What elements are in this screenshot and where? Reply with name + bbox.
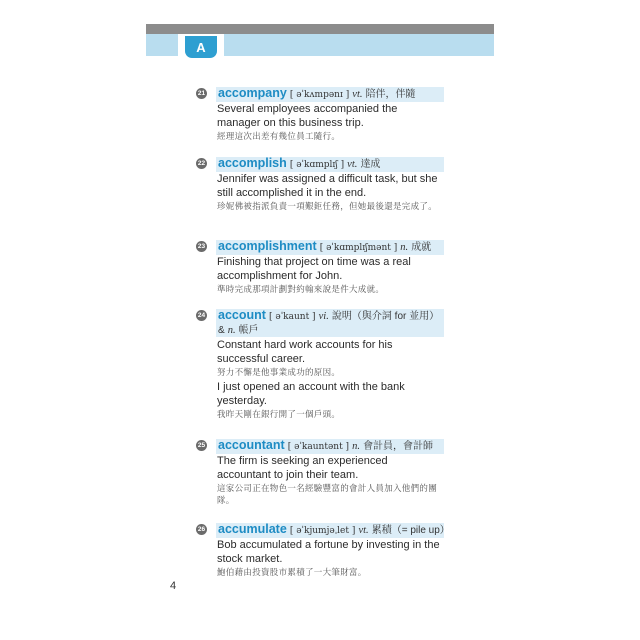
- phonetic: [ əˈkjumjəˌlet ]: [289, 526, 356, 536]
- headword: accomplish: [218, 156, 287, 170]
- gloss-2: 帳戶: [238, 325, 259, 336]
- headword: accompany: [218, 86, 287, 100]
- example-chinese: 鮑伯藉由投資股市累積了一大筆財富。: [217, 567, 367, 577]
- example-chinese: 準時完成那項計劃對約翰來說是件大成就。: [217, 284, 385, 294]
- example-english: Bob accumulated a fortune by investing in the stock market.: [217, 539, 440, 565]
- entry-number-icon: 22: [197, 160, 206, 167]
- example-chinese: 經理這次出差有幾位員工隨行。: [217, 131, 341, 141]
- entry-account: [196, 309, 496, 434]
- entry-headline: [216, 439, 444, 454]
- example: [217, 103, 443, 145]
- entry-number-icon: 24: [197, 312, 206, 319]
- entry-headline: [216, 87, 444, 102]
- entry-headline: [216, 157, 444, 172]
- entry-number-icon: 21: [197, 90, 206, 97]
- section-letter-tab: A: [185, 36, 217, 58]
- part-of-speech: vi.: [318, 311, 329, 322]
- headword: accumulate: [218, 522, 287, 536]
- part-of-speech: vt.: [347, 159, 358, 170]
- entry-accomplish: [196, 157, 496, 239]
- part-of-speech: n.: [400, 242, 409, 253]
- entry-accountant: [196, 439, 496, 519]
- example-english: Finishing that project on time was a real accomplishment for John.: [217, 256, 411, 282]
- top-gray-bar: [146, 24, 494, 34]
- example-english: The firm is seeking an experienced accountant to join their team.: [217, 455, 388, 481]
- gloss: 會計員，會計師: [363, 441, 434, 452]
- gloss: 累積（= pile up）: [371, 525, 450, 536]
- headword: accountant: [218, 438, 285, 452]
- example-chinese: 我昨天剛在銀行開了一個戶頭。: [217, 409, 341, 419]
- entry-accomplishment: [196, 240, 496, 310]
- example-english: Constant hard work accounts for his successful career.: [217, 339, 393, 365]
- phonetic: [ əˈkɑmplɪʃmənt ]: [319, 243, 398, 253]
- example-english: Jennifer was assigned a difficult task, but she still accomplished it in the end.: [217, 173, 438, 199]
- entry-accompany: [196, 87, 496, 157]
- part-of-speech: vt.: [352, 89, 363, 100]
- entry-headline: [216, 309, 444, 337]
- example-chinese: 努力不懈是他事業成功的原因。: [217, 367, 341, 377]
- example: [217, 256, 443, 298]
- entry-headline: [216, 240, 444, 255]
- entry-number-icon: 23: [197, 243, 206, 250]
- entry-number-icon: 25: [197, 442, 206, 449]
- entry-headline: [216, 522, 450, 538]
- example: [217, 455, 443, 509]
- gloss: 說明（與介詞 for 並用）: [331, 311, 440, 322]
- part-of-speech: vt.: [358, 525, 369, 536]
- phonetic: [ əˈkʌmpənɪ ]: [289, 90, 350, 100]
- phonetic: [ əˈkauntənt ]: [287, 442, 350, 452]
- example: [217, 173, 443, 215]
- gloss: 陪伴，伴隨: [365, 89, 416, 100]
- example-english: Several employees accompanied the manager on this business trip.: [217, 103, 398, 129]
- gloss: 達成: [360, 159, 381, 170]
- entry-accumulate: [196, 523, 496, 593]
- headword: accomplishment: [218, 239, 317, 253]
- part-of-speech: n.: [352, 441, 360, 452]
- page-number: 4: [170, 580, 177, 592]
- part-of-speech-2: n.: [227, 325, 236, 336]
- entry-number-icon: 26: [197, 526, 206, 533]
- dictionary-page: [146, 24, 494, 604]
- example-english: I just opened an account with the bank yesterday.: [217, 381, 405, 407]
- headword: account: [218, 308, 266, 322]
- example-chinese: 這家公司正在物色一名經驗豐富的會計人員加入他們的團隊。: [217, 483, 438, 505]
- example-chinese: 珍妮佛被指派負責一項艱鉅任務，但她最後還是完成了。: [217, 201, 438, 211]
- phonetic: [ əˈkɑmplɪʃ ]: [289, 160, 345, 170]
- example: [217, 339, 443, 423]
- phonetic: [ əˈkaunt ]: [269, 312, 316, 322]
- ampersand: &: [218, 325, 225, 336]
- gloss: 成就: [411, 242, 432, 253]
- example: [217, 539, 443, 581]
